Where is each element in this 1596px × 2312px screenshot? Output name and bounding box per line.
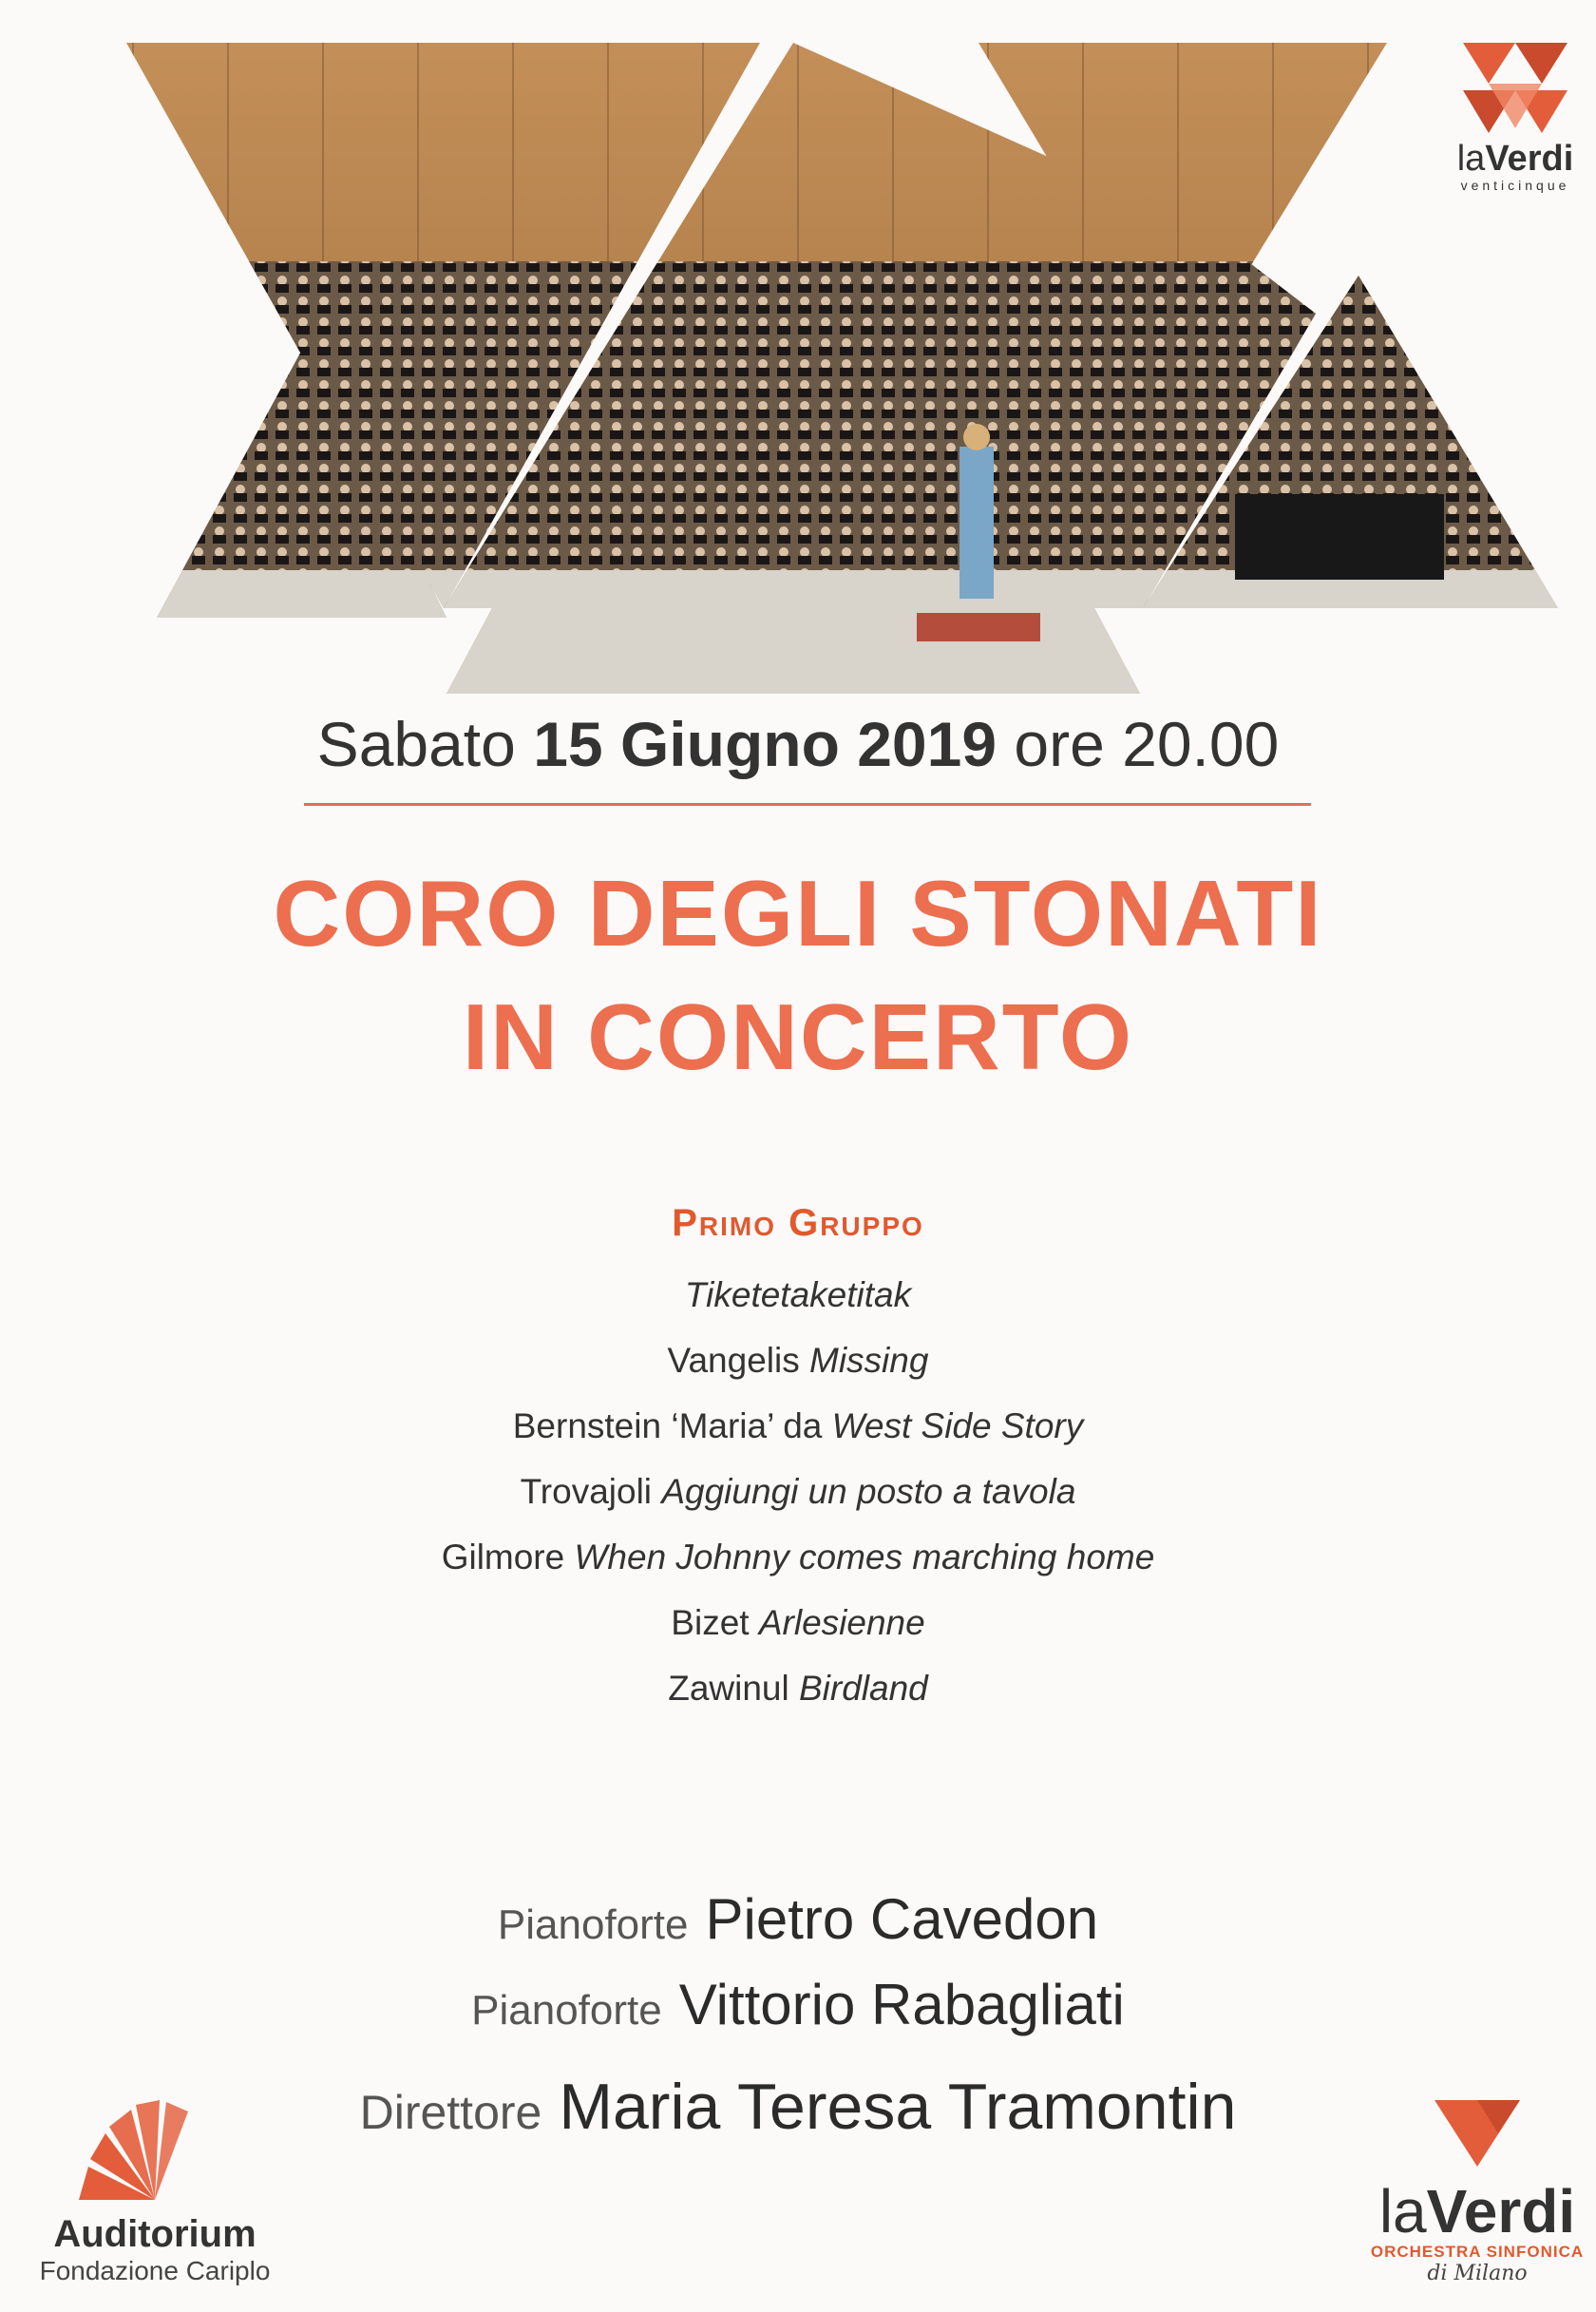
concert-title-line1: CORO DEGLI STONATI (273, 861, 1323, 965)
auditorium-fan-icon (60, 2091, 250, 2205)
list-item: Gilmore When Johnny comes marching home (441, 1538, 1155, 1576)
list-item: Bizet Arlesienne (671, 1603, 925, 1642)
auditorium-name: Auditorium (53, 2213, 256, 2255)
list-item: Tiketetaketitak (684, 1275, 912, 1314)
laverdi-triangle-icon (1425, 2095, 1530, 2171)
list-item: Trovajoli Aggiungi un posto a tavola (520, 1472, 1076, 1511)
credit-pianist-1: Pianoforte Pietro Cavedon (497, 1887, 1099, 1951)
laverdi-venticinque-logo (1439, 38, 1591, 193)
event-date: Sabato 15 Giugno 2019 ore 20.00 (316, 709, 1280, 779)
laverdi-orchestra-logo (1358, 2095, 1596, 2285)
list-item: Bernstein ‘Maria’ da West Side Story (512, 1406, 1084, 1445)
program-list (0, 1202, 1596, 1721)
credit-pianist-2: Pianoforte Vittorio Rabagliati (471, 1973, 1125, 2036)
program-group-title: Primo Gruppo (672, 1202, 924, 1244)
divider-rule (304, 803, 1311, 806)
list-item: Vangelis Missing (667, 1341, 929, 1380)
choir-photo-collage (0, 0, 1596, 703)
laverdi-brand-bottom: laVerdi (1378, 2177, 1576, 2245)
laverdi-tagline: venticinque (1460, 178, 1570, 193)
laverdi-script: di Milano (1427, 2262, 1528, 2285)
laverdi-brand: laVerdi (1456, 139, 1574, 179)
auditorium-sub: Fondazione Cariplo (39, 2256, 271, 2285)
credit-conductor: Direttore Maria Teresa Tramontin (359, 2071, 1237, 2143)
laverdi-25-mark-icon (1458, 38, 1572, 138)
list-item: Zawinul Birdland (668, 1669, 928, 1708)
concert-title-line2: IN CONCERTO (462, 984, 1134, 1089)
auditorium-logo (27, 2091, 283, 2286)
laverdi-orchestra-sub: ORCHESTRA SINFONICA (1370, 2243, 1585, 2261)
